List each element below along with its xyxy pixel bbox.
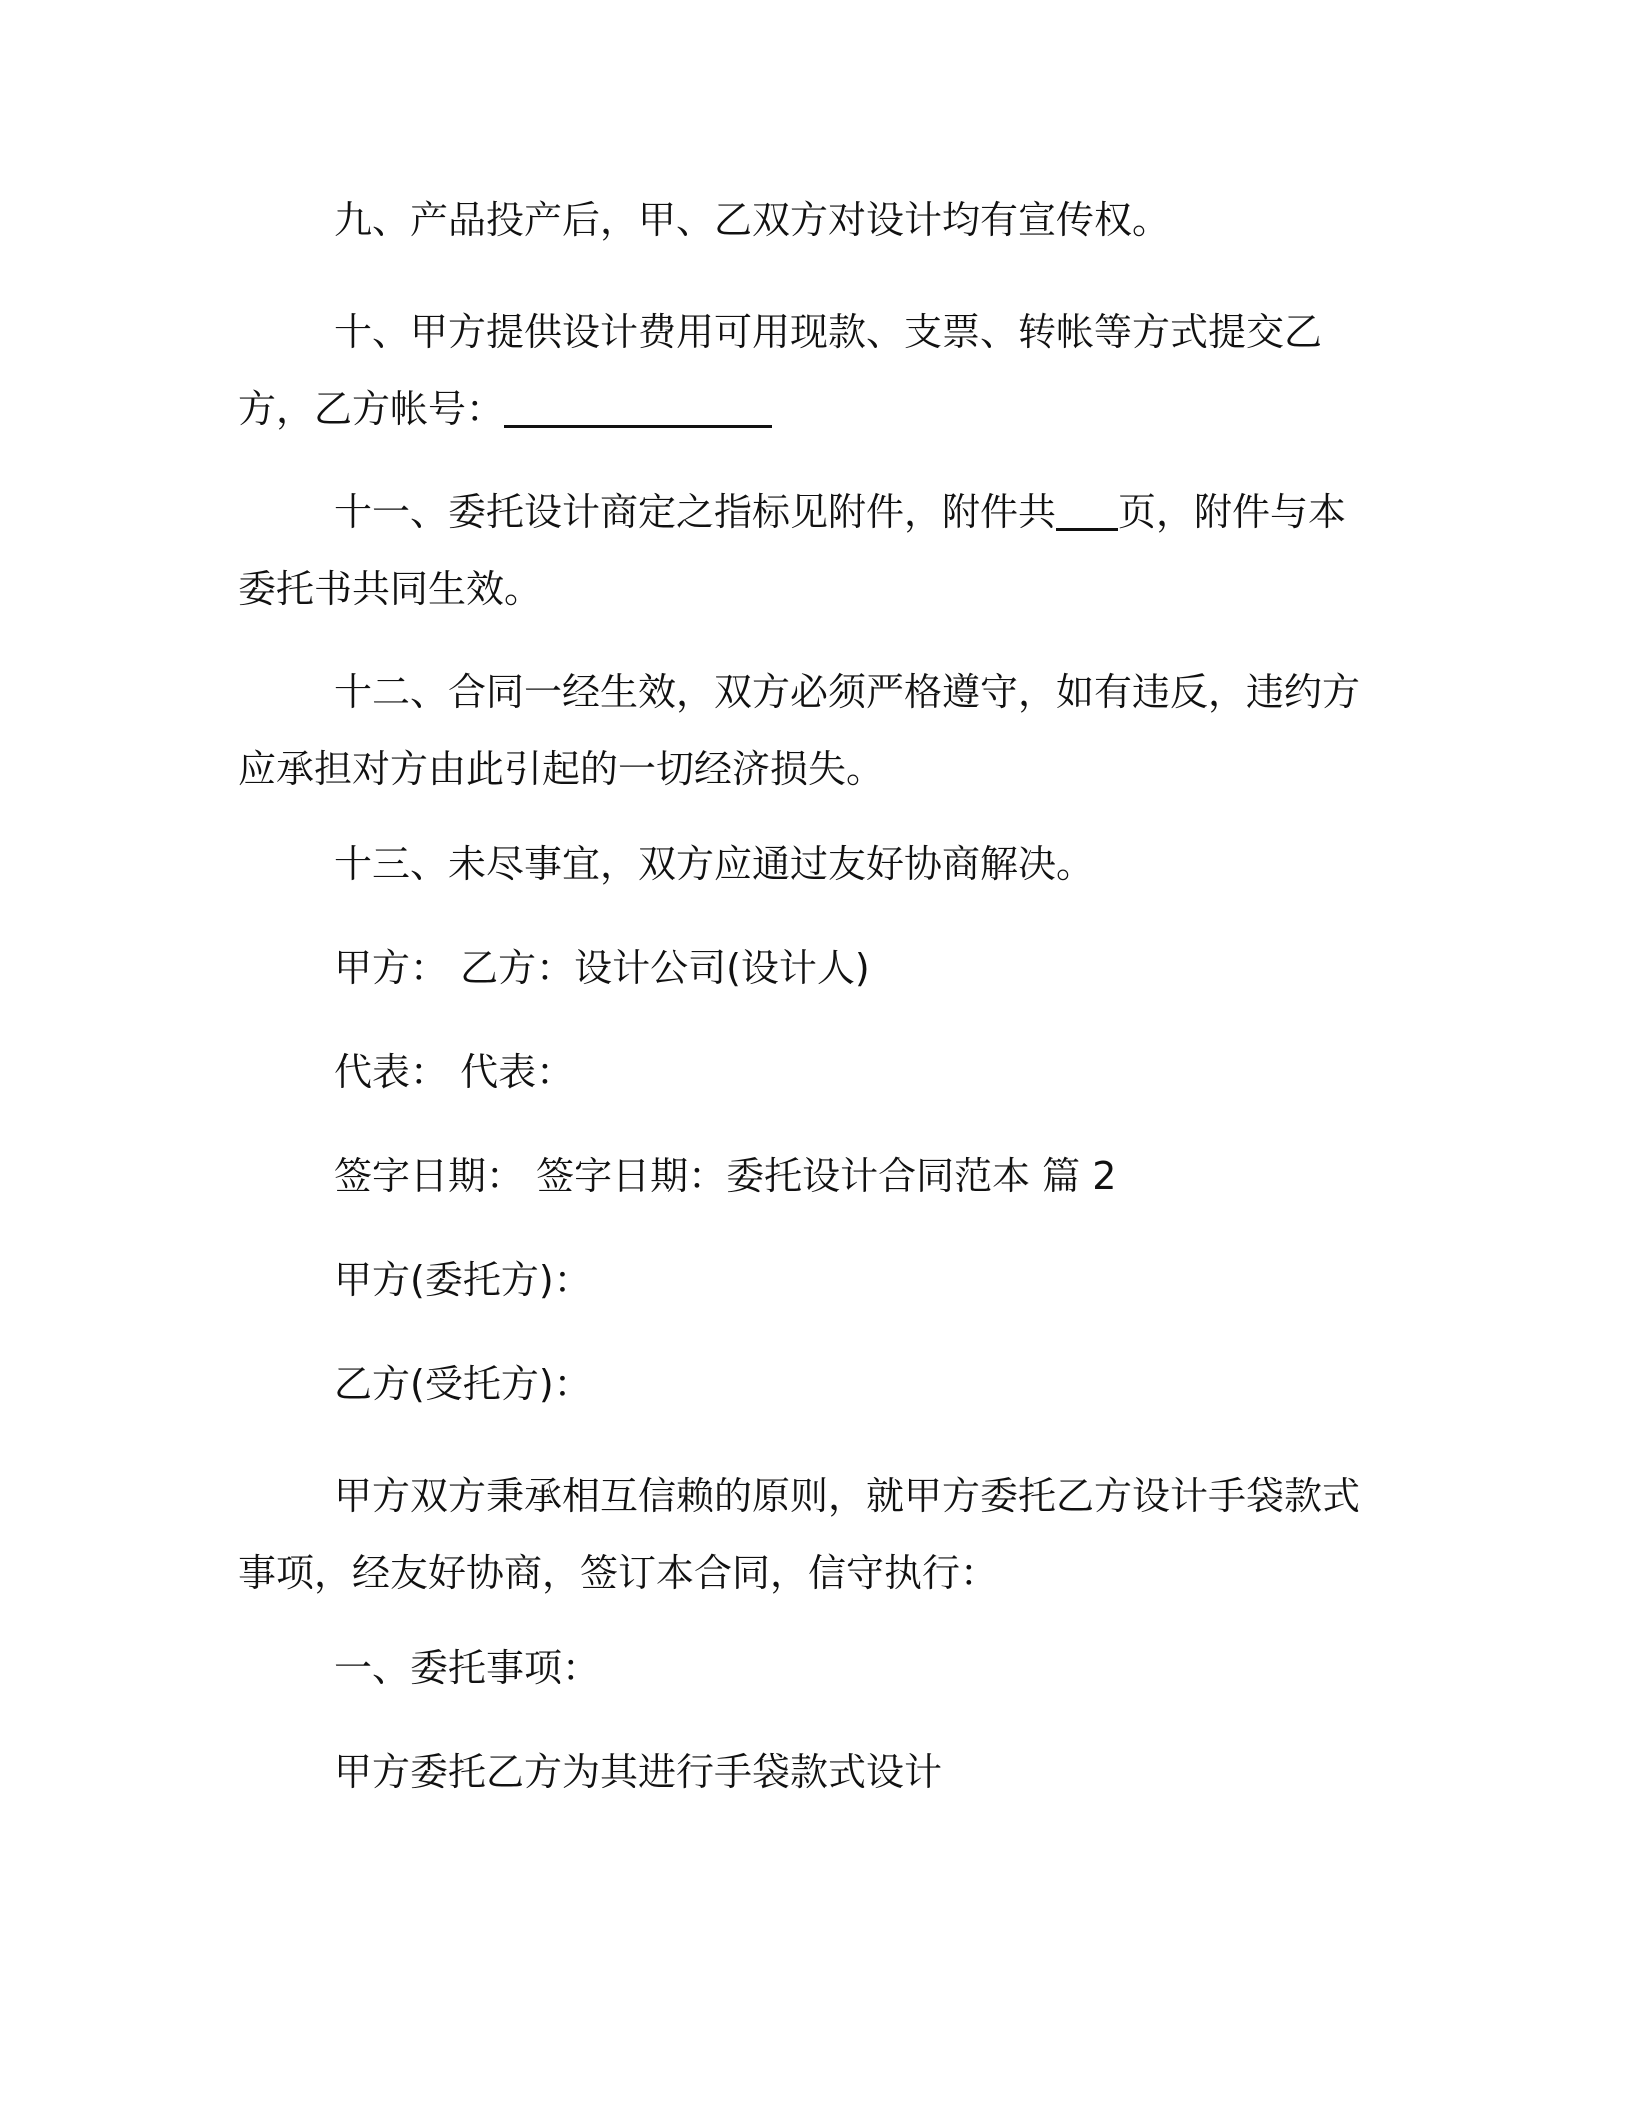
party-b-line: 乙方(受托方)：	[334, 1362, 592, 1406]
parties-line: 甲方： 乙方：设计公司(设计人)	[334, 946, 870, 990]
account-number-blank	[504, 393, 772, 428]
intro-paragraph: 甲方双方秉承相互信赖的原则，就甲方委托乙方设计手袋款式事项，经友好协商，签订本合同，信守执行：	[238, 1474, 1361, 1595]
clause-12: 十二、合同一经生效，双方必须严格遵守，如有违反，违约方应承担对方由此引起的一切经济损失。	[238, 670, 1361, 791]
clause-13: 十三、未尽事宜，双方应通过友好协商解决。	[334, 842, 1095, 886]
section-1-heading: 一、委托事项：	[334, 1646, 601, 1690]
signing-date-line: 签字日期： 签字日期：委托设计合同范本 篇 2	[334, 1154, 1117, 1198]
clause-10-text: 十、甲方提供设计费用可用现款、支票、转帐等方式提交乙方，乙方帐号：	[238, 310, 1323, 431]
party-a-line: 甲方(委托方)：	[334, 1258, 592, 1302]
clause-10	[238, 294, 1378, 448]
document-body	[238, 190, 1378, 1846]
representatives-line: 代表： 代表：	[334, 1050, 575, 1094]
clause-9: 九、产品投产后，甲、乙双方对设计均有宣传权。	[334, 198, 1171, 242]
section-1-body: 甲方委托乙方为其进行手袋款式设计	[334, 1750, 943, 1794]
clause-11	[238, 474, 1378, 628]
attachment-pages-blank	[1056, 496, 1118, 531]
clause-11-text-after: 页，附件与本委托书共同生效。	[238, 490, 1347, 611]
clause-11-text-before: 十一、委托设计商定之指标见附件，附件共	[334, 490, 1057, 534]
